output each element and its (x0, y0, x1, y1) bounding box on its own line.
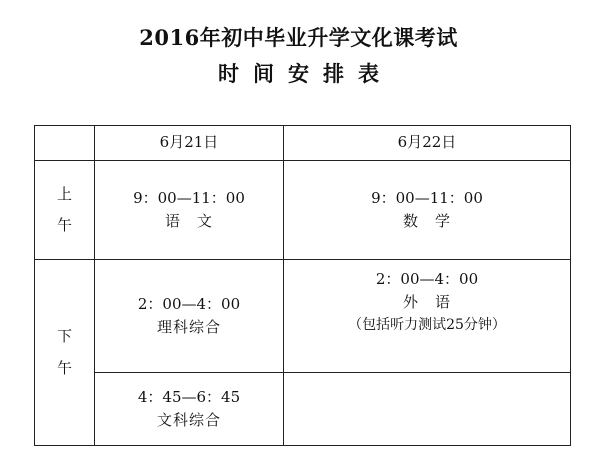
exam-schedule-table (34, 125, 571, 446)
afternoon-day1-slot2-subject: 文科综合 (156, 411, 221, 429)
morning-day2-subject: 数 学 (402, 212, 451, 230)
period-afternoon-label: 下 午 (56, 327, 72, 377)
afternoon-day1-slot2-time: 4：45—6：45 (137, 387, 241, 406)
afternoon-day2-slot1-cell (284, 260, 571, 373)
afternoon-day1-slot1-cell (95, 260, 284, 373)
morning-day1-time: 9：00—11：00 (133, 188, 245, 207)
morning-day1-cell (95, 161, 284, 260)
afternoon-day2-slot1-subject: 外 语 (402, 293, 451, 312)
period-morning-label: 上 午 (56, 184, 72, 234)
afternoon-day2-slot1-note: （包括听力测试25分钟） (348, 316, 506, 333)
date-header-june-21: 6月21日 (95, 126, 284, 161)
table-row-afternoon-1 (35, 260, 571, 373)
afternoon-day1-slot1-subject: 理科综合 (156, 318, 221, 336)
document-subtitle: 时间安排表 (218, 61, 393, 86)
afternoon-day1-slot1-time: 2：00—4：00 (137, 294, 241, 313)
table-row-morning (35, 161, 571, 260)
table-header-row (35, 126, 571, 161)
morning-day1-subject: 语 文 (164, 212, 213, 230)
afternoon-day2-slot1-time: 2：00—4：00 (375, 270, 479, 288)
morning-day2-cell (284, 161, 571, 260)
date-header-june-22: 6月22日 (284, 126, 571, 161)
corner-cell (35, 126, 95, 161)
period-morning-cell (35, 161, 95, 260)
afternoon-day2-slot2-cell (284, 373, 571, 446)
table-row-afternoon-2 (35, 373, 571, 446)
afternoon-day1-slot2-cell (95, 373, 284, 446)
document-title: 2016年初中毕业升学文化课考试 (139, 25, 458, 50)
period-afternoon-cell (35, 260, 95, 446)
morning-day2-time: 9：00—11：00 (371, 188, 483, 207)
